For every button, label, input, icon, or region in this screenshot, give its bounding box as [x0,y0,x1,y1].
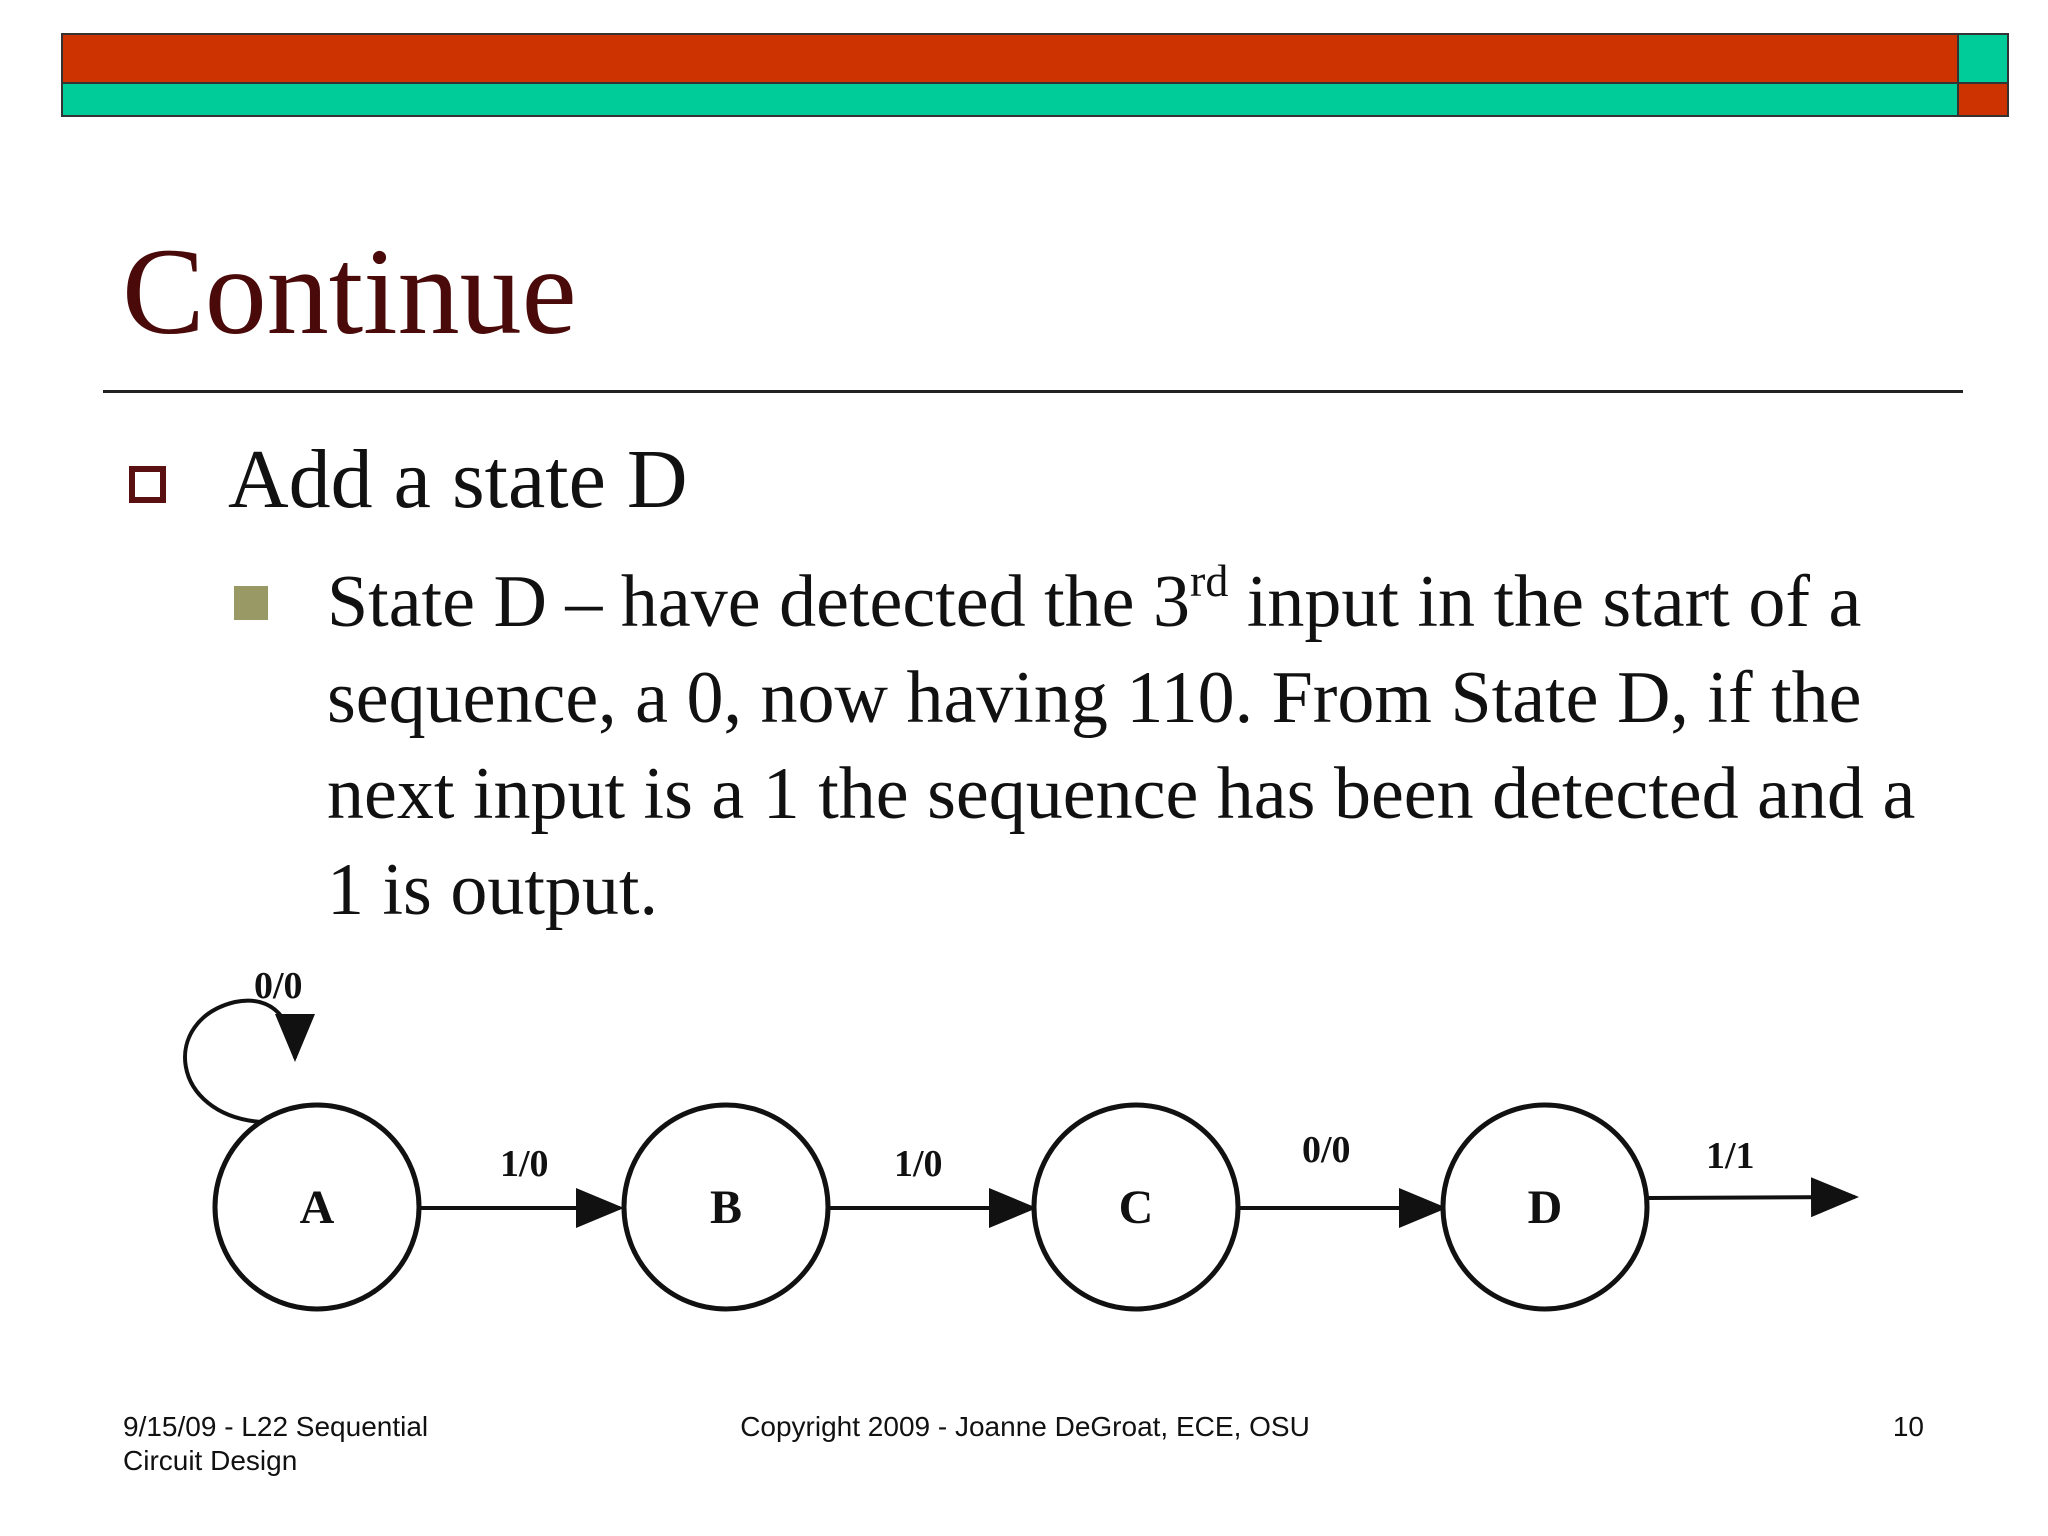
filled-square-bullet-icon [234,586,268,620]
slide-title: Continue [122,223,577,360]
footer-copyright: Copyright 2009 - Joanne DeGroat, ECE, OSU [740,1411,1310,1442]
banner-red-bar [61,33,1961,84]
banner-red-square [1957,84,2009,117]
bullet-text-part1: State D – have detected the 3 [327,561,1190,643]
banner-green-bar [61,84,1961,117]
edge-label-a-a: 0/0 [254,965,303,1007]
bullet-state-d-description [327,554,1967,938]
hollow-square-bullet-icon [129,466,166,503]
footer-page-number: 10 [1892,1411,1924,1442]
state-b-label: B [709,1181,743,1234]
bullet-text-part2: input in the start of a sequence, a 0, now having 110. From State D, if the next input is a 1 the sequence has been detected and a 1 is output. [327,561,1916,931]
state-a-label: A [299,1181,335,1234]
state-diagram [160,950,1900,1340]
banner-green-square [1957,33,2009,84]
state-d-label: D [1527,1181,1563,1234]
state-c-label: C [1118,1181,1154,1234]
edge-a-a [185,1001,295,1122]
edge-label-d-output: 1/1 [1706,1135,1755,1177]
edge-d-output [1648,1197,1855,1198]
edge-label-a-b: 1/0 [500,1143,549,1185]
title-divider [103,390,1963,393]
edge-label-b-c: 1/0 [894,1143,943,1185]
bullet-text-superscript: rd [1190,555,1229,606]
bullet-add-state-d: Add a state D [228,433,688,526]
edge-label-c-d: 0/0 [1302,1129,1351,1171]
footer-date-course: 9/15/09 - L22 Sequential Circuit Design [123,1411,429,1476]
